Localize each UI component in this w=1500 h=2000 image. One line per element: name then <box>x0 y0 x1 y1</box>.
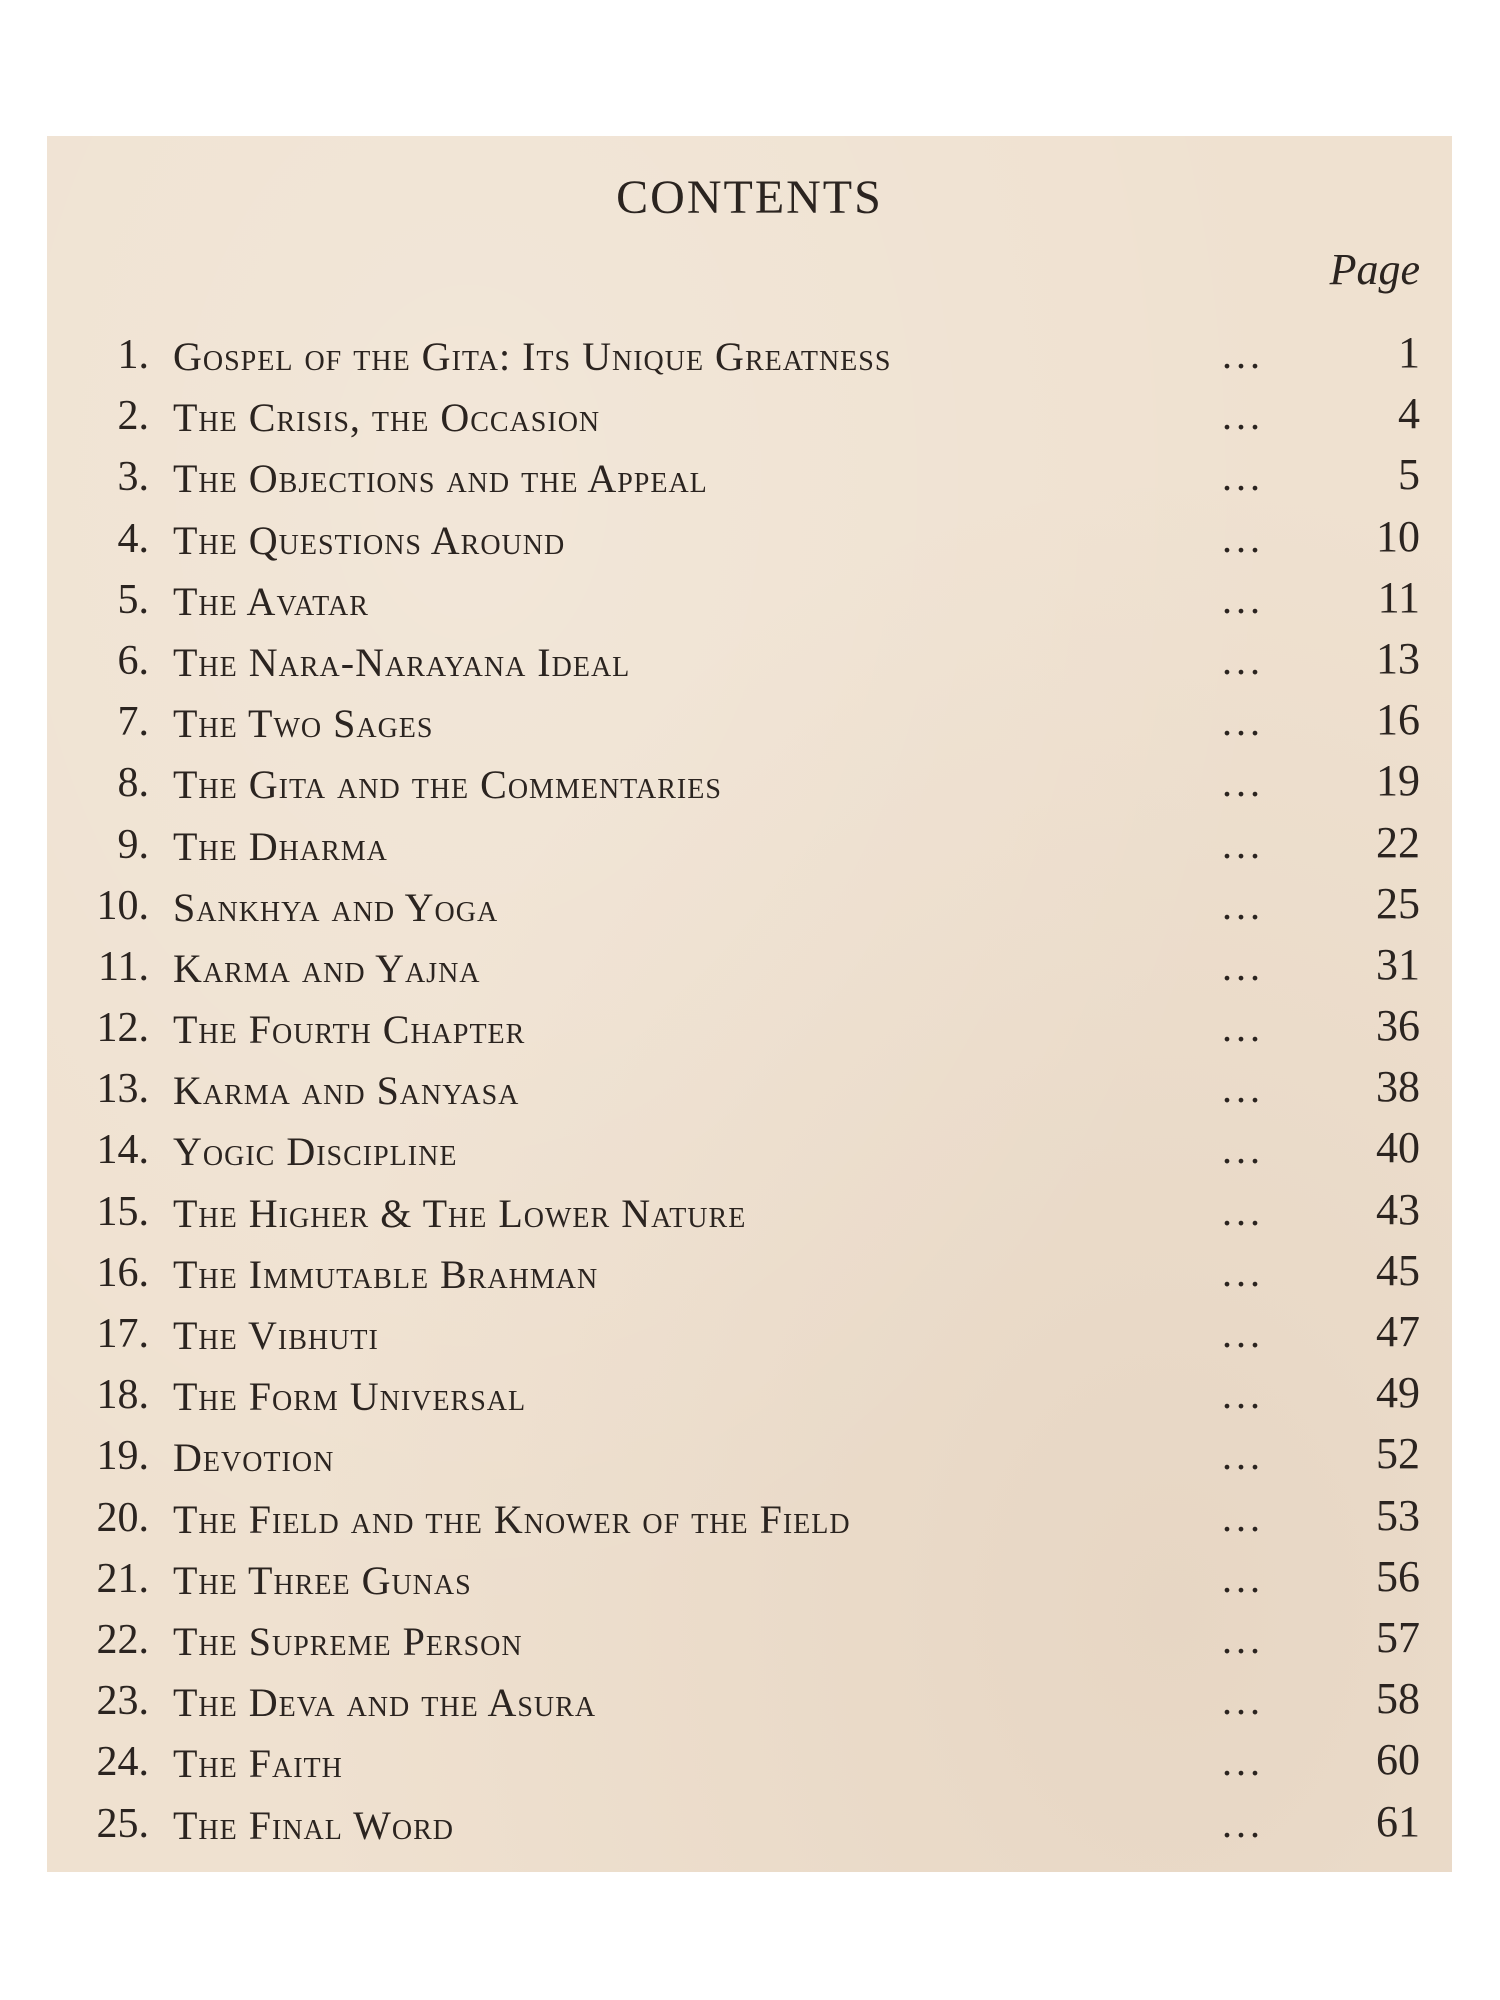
leader-dots: ... <box>1222 1188 1264 1234</box>
leader-dots: ... <box>1222 1127 1264 1173</box>
page-number: 53 <box>1376 1490 1420 1540</box>
page-number: 45 <box>1376 1245 1420 1295</box>
toc-entry <box>47 384 1452 445</box>
chapter-title: The Questions Around <box>173 517 566 563</box>
toc-entry <box>47 1057 1452 1118</box>
page-number: 36 <box>1376 1001 1420 1051</box>
chapter-title: The Deva and the Asura <box>173 1680 597 1726</box>
toc-entry <box>47 690 1452 751</box>
toc-entry <box>47 1180 1452 1241</box>
chapter-title: Gospel of the Gita: Its Unique Greatness <box>173 334 892 379</box>
toc-entry <box>47 1730 1452 1791</box>
chapter-title: The Three Gunas <box>173 1557 472 1603</box>
toc-entry <box>47 1118 1452 1179</box>
chapter-number: 6. <box>117 637 149 684</box>
page-number: 19 <box>1376 756 1420 806</box>
chapter-number: 7. <box>117 699 149 746</box>
chapter-title: Sankhya and Yoga <box>173 884 499 930</box>
chapter-number: 21. <box>96 1555 149 1602</box>
leader-dots: ... <box>1222 1555 1264 1601</box>
page-number: 56 <box>1376 1551 1420 1601</box>
chapter-title: The Supreme Person <box>173 1618 523 1664</box>
page-number: 11 <box>1377 572 1420 622</box>
leader-dots: ... <box>1222 1739 1264 1785</box>
leader-dots: ... <box>1222 943 1264 989</box>
leader-dots: ... <box>1222 1066 1264 1112</box>
chapter-title: The Nara-Narayana Ideal <box>173 639 631 685</box>
chapter-title: The Faith <box>173 1741 343 1787</box>
toc-entry <box>47 935 1452 996</box>
toc-entry <box>47 1302 1452 1363</box>
chapter-number: 12. <box>96 1005 149 1052</box>
chapter-number: 10. <box>96 882 149 929</box>
leader-dots: ... <box>1222 515 1264 561</box>
toc-entry <box>47 874 1452 935</box>
chapter-number: 5. <box>117 576 149 623</box>
page-number: 25 <box>1376 878 1420 928</box>
chapter-number: 22. <box>96 1616 149 1663</box>
toc-entry <box>47 751 1452 812</box>
page-number: 52 <box>1376 1429 1420 1479</box>
leader-dots: ... <box>1222 637 1264 683</box>
chapter-number: 24. <box>96 1739 149 1786</box>
leader-dots: ... <box>1222 1005 1264 1051</box>
leader-dots: ... <box>1222 1372 1264 1418</box>
page-number: 61 <box>1376 1796 1420 1846</box>
page-number: 4 <box>1398 389 1420 439</box>
toc-entry <box>47 1241 1452 1302</box>
toc-entry <box>47 629 1452 690</box>
page-number: 1 <box>1398 328 1420 377</box>
chapter-title: The Dharma <box>173 823 388 869</box>
chapter-title: The Immutable Brahman <box>173 1251 599 1297</box>
page-title: CONTENTS <box>616 171 883 224</box>
leader-dots: ... <box>1222 1678 1264 1724</box>
chapter-number: 20. <box>96 1494 149 1541</box>
chapter-number: 19. <box>96 1433 149 1480</box>
chapter-number: 18. <box>96 1372 149 1419</box>
page-number: 10 <box>1376 511 1420 561</box>
page-number: 58 <box>1376 1674 1420 1724</box>
chapter-title: The Fourth Chapter <box>173 1007 526 1053</box>
chapter-title: The Avatar <box>173 578 369 624</box>
page-number: 5 <box>1398 450 1420 500</box>
chapter-title: The Crisis, the Occasion <box>173 395 601 441</box>
toc-entry <box>47 996 1452 1057</box>
toc-entry <box>47 1608 1452 1669</box>
toc-entry <box>47 1424 1452 1485</box>
chapter-title: Karma and Yajna <box>173 945 481 991</box>
chapter-number: 15. <box>96 1188 149 1235</box>
chapter-title: Yogic Discipline <box>173 1129 458 1175</box>
leader-dots: ... <box>1222 1494 1264 1540</box>
chapter-number: 9. <box>117 821 149 868</box>
leader-dots: ... <box>1222 760 1264 806</box>
leader-dots: ... <box>1222 1311 1264 1356</box>
chapter-number: 23. <box>96 1678 149 1725</box>
page-number: 31 <box>1376 939 1420 989</box>
leader-dots: ... <box>1222 1249 1264 1295</box>
leader-dots: ... <box>1222 821 1264 867</box>
page-number: 22 <box>1376 817 1420 867</box>
leader-dots: ... <box>1222 1433 1264 1479</box>
toc-entry <box>47 1792 1452 1853</box>
table-of-contents <box>47 323 1452 1853</box>
leader-dots: ... <box>1222 699 1264 745</box>
toc-entry <box>47 1363 1452 1424</box>
page-number: 60 <box>1376 1735 1420 1785</box>
toc-entry <box>47 568 1452 629</box>
toc-entry <box>47 507 1452 568</box>
toc-entry <box>47 1547 1452 1608</box>
chapter-number: 14. <box>96 1127 149 1174</box>
page-number: 47 <box>1376 1307 1420 1356</box>
toc-entry <box>47 1486 1452 1547</box>
chapter-title: The Higher & The Lower Nature <box>173 1190 747 1236</box>
page-number: 57 <box>1376 1612 1420 1662</box>
chapter-number: 16. <box>96 1249 149 1296</box>
leader-dots: ... <box>1222 576 1264 622</box>
chapter-number: 11. <box>98 943 149 990</box>
page-number: 43 <box>1376 1184 1420 1234</box>
toc-entry <box>47 445 1452 506</box>
chapter-number: 4. <box>117 515 149 562</box>
chapter-number: 1. <box>117 332 149 378</box>
leader-dots: ... <box>1222 1616 1264 1662</box>
page-number: 49 <box>1376 1368 1420 1418</box>
leader-dots: ... <box>1222 1800 1264 1846</box>
page-number: 38 <box>1376 1062 1420 1112</box>
leader-dots: ... <box>1222 332 1264 377</box>
book-page <box>47 136 1452 1872</box>
chapter-title: The Final Word <box>173 1802 455 1848</box>
chapter-number: 13. <box>96 1066 149 1113</box>
leader-dots: ... <box>1222 454 1264 500</box>
page-number: 13 <box>1376 633 1420 683</box>
chapter-title: Karma and Sanyasa <box>173 1068 520 1114</box>
chapter-title: The Vibhuti <box>173 1313 379 1358</box>
leader-dots: ... <box>1222 882 1264 928</box>
chapter-title: Devotion <box>173 1435 335 1481</box>
chapter-number: 2. <box>117 393 149 440</box>
chapter-number: 25. <box>96 1800 149 1847</box>
chapter-number: 3. <box>117 454 149 501</box>
page-number: 40 <box>1376 1123 1420 1173</box>
chapter-title: The Objections and the Appeal <box>173 456 708 502</box>
toc-entry <box>47 323 1452 384</box>
page-column-label: Page <box>1329 245 1420 294</box>
toc-entry <box>47 813 1452 874</box>
chapter-title: The Field and the Knower of the Field <box>173 1496 851 1542</box>
leader-dots: ... <box>1222 393 1264 439</box>
toc-entry <box>47 1669 1452 1730</box>
page-number: 16 <box>1376 695 1420 745</box>
chapter-number: 17. <box>96 1311 149 1357</box>
chapter-title: The Two Sages <box>173 701 434 747</box>
chapter-title: The Form Universal <box>173 1374 527 1420</box>
chapter-title: The Gita and the Commentaries <box>173 762 722 808</box>
chapter-number: 8. <box>117 760 149 807</box>
